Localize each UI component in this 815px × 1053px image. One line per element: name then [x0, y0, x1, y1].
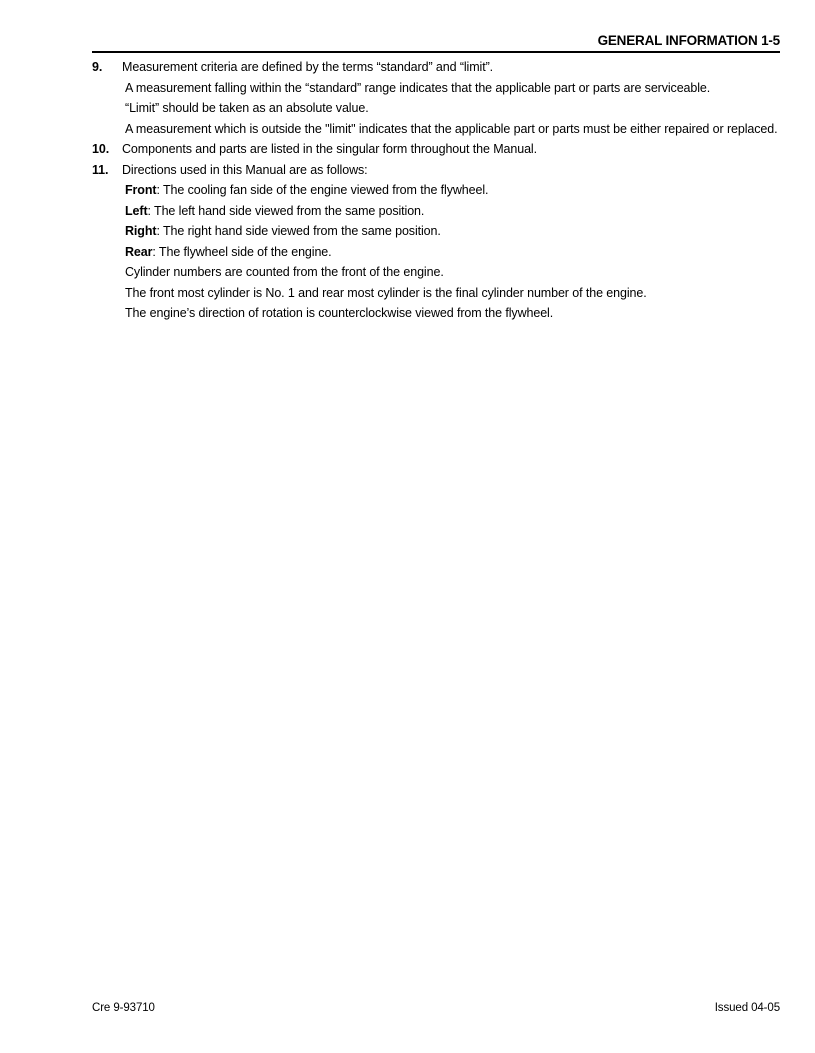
item-number: 9.: [92, 60, 103, 74]
item-11-note-3: The engine’s direction of rotation is counterclockwise viewed from the flywheel.: [125, 306, 554, 320]
page-title: GENERAL INFORMATION 1-5: [597, 33, 780, 48]
direction-term-right: Right: [125, 224, 157, 238]
header-divider: [92, 51, 780, 53]
item-number: 10.: [92, 142, 110, 156]
footer-doc-code: Cre 9-93710: [92, 1002, 155, 1014]
direction-term-rear: Rear: [125, 244, 153, 259]
item-9-sub-3: A measurement which is outside the "limit" indicates that the applicable part or parts must be either repaired or replaced.: [125, 121, 778, 136]
item-9-text: Measurement criteria are defined by the terms “standard” and “limit”.: [122, 60, 494, 74]
list-item-11: [92, 162, 782, 322]
direction-left: [125, 203, 782, 219]
direction-def-right: : The right hand side viewed from the same position.: [156, 224, 441, 238]
list-item-9: [92, 59, 782, 137]
list-item-10: [92, 141, 782, 157]
page-footer: [92, 1001, 780, 1015]
item-10-text: Components and parts are listed in the singular form throughout the Manual.: [122, 142, 537, 156]
item-9-sub-1: A measurement falling within the “standard” range indicates that the applicable part or parts are serviceable.: [125, 80, 711, 95]
direction-def-front: : The cooling fan side of the engine viewed from the flywheel.: [156, 183, 489, 197]
page-header: [92, 34, 780, 53]
direction-rear: [125, 244, 782, 260]
direction-right: [125, 223, 782, 239]
footer-issue-date: Issued 04-05: [714, 1002, 780, 1014]
direction-front: [125, 182, 782, 198]
direction-term-left: Left: [125, 203, 148, 218]
item-11-note-2: The front most cylinder is No. 1 and rear most cylinder is the final cylinder number of the engine.: [125, 285, 647, 300]
direction-def-rear: : The flywheel side of the engine.: [152, 244, 332, 259]
item-number: 11.: [92, 162, 109, 177]
direction-term-front: Front: [125, 183, 157, 197]
item-11-text: Directions used in this Manual are as follows:: [122, 162, 368, 177]
item-9-sub-2: “Limit” should be taken as an absolute value.: [125, 101, 369, 115]
item-11-note-1: Cylinder numbers are counted from the front of the engine.: [125, 265, 444, 279]
direction-def-left: : The left hand side viewed from the same position.: [147, 203, 425, 218]
page-body: [92, 59, 782, 326]
